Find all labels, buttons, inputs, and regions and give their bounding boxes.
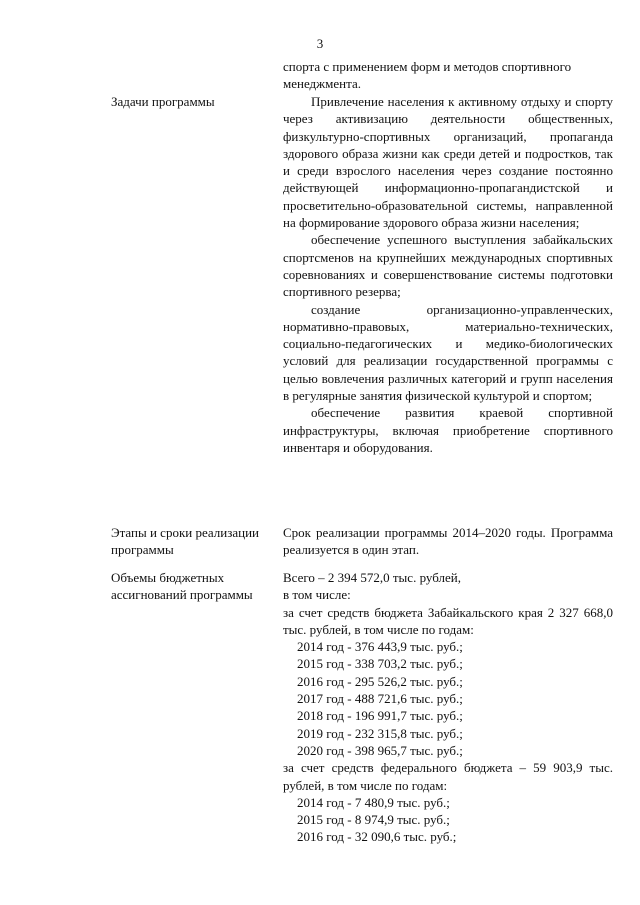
budget-regional-year: 2014 год - 376 443,9 тыс. руб.; — [297, 639, 463, 655]
budget-content — [283, 569, 613, 846]
task-paragraph: обеспечение развития краевой спортивной инфраструктуры, включая приобретение спортивного инвентаря и оборудования. — [283, 405, 613, 455]
tasks-label: Задачи программы — [111, 94, 215, 109]
budget-regional-year: 2018 год - 196 991,7 тыс. руб.; — [297, 708, 463, 724]
budget-regional-intro: за счет средств бюджета Забайкальского края 2 327 668,0 тыс. рублей, в том числе по годам: — [283, 604, 613, 637]
task-paragraph: создание организационно-управленческих, нормативно-правовых, материально-технических, социально-педагогических и медико-биологических условий для реализации государственной программы с целью вовлечения различных категорий и групп населения в регулярные занятия физической культурой и спортом; — [283, 301, 613, 404]
budget-regional-year: 2015 год - 338 703,2 тыс. руб.; — [297, 656, 463, 672]
budget-federal-year: 2016 год - 32 090,6 тыс. руб.; — [297, 829, 457, 845]
stages-label: Этапы и сроки реализации программы — [111, 525, 259, 558]
budget-federal-intro: за счет средств федерального бюджета – 59 903,9 тыс. рублей, в том числе по годам: — [283, 760, 613, 793]
budget-regional-year: 2016 год - 295 526,2 тыс. руб.; — [297, 673, 463, 689]
tasks-content — [283, 93, 613, 456]
budget-including: в том числе: — [283, 587, 351, 603]
task-paragraph: обеспечение успешного выступления забайкальских спортсменов на крупнейших международных спортивных соревнованиях и совершенствование системы подготовки спортивного резерва; — [283, 232, 613, 300]
budget-regional-year: 2020 год - 398 965,7 тыс. руб.; — [297, 742, 463, 758]
budget-federal-year: 2014 год - 7 480,9 тыс. руб.; — [297, 794, 450, 810]
budget-federal-year: 2015 год - 8 974,9 тыс. руб.; — [297, 812, 450, 828]
budget-total: Всего – 2 394 572,0 тыс. рублей, — [283, 570, 461, 585]
stages-text: Срок реализации программы 2014–2020 годы. Программа реализуется в один этап. — [283, 525, 613, 558]
continuation-text: спорта с применением форм и методов спортивного менеджмента. — [283, 59, 572, 92]
budget-regional-year: 2019 год - 232 315,8 тыс. руб.; — [297, 725, 463, 741]
stages-content — [283, 524, 613, 559]
budget-label: Объемы бюджетных ассигнований программы — [111, 570, 253, 603]
task-paragraph: Привлечение населения к активному отдыху и спорту через активизацию деятельности общественных, физкультурно-спортивных организаций, пропаганда здорового образа жизни как среди детей и подростков, так и среди взрослого населения через создание постоянно действующей информационно-пропагандистской и просветительно-образовательной системы, направленной на формирование здорового образа жизни населения; — [283, 94, 613, 231]
continuation-text-block — [283, 58, 613, 93]
budget-regional-year: 2017 год - 488 721,6 тыс. руб.; — [297, 691, 463, 707]
page-number: 3 — [316, 36, 324, 51]
